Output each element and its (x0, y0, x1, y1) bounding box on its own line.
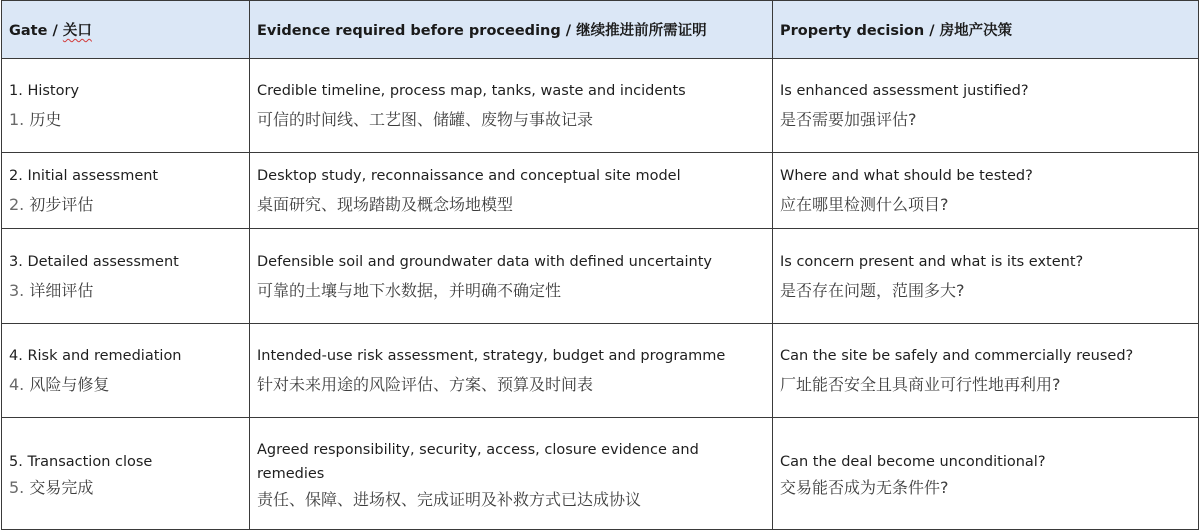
table-row (2, 59, 1199, 153)
gate-step-zh: 初步评估 (29, 195, 94, 214)
evidence-en: Defensible soil and groundwater data with defined uncertainty (257, 253, 712, 270)
evidence-cell (250, 229, 773, 324)
gate-label-en: 5. Transaction close (9, 454, 153, 470)
gate-cell (2, 153, 250, 229)
evidence-en: Credible timeline, process map, tanks, waste and incidents (257, 83, 686, 99)
gate-label-en: 3. Detailed assessment (9, 253, 179, 270)
decision-en: Is enhanced assessment justified? (780, 83, 1029, 99)
evidence-en: Intended-use risk assessment, strategy, budget and programme (257, 348, 726, 364)
gate-cell (2, 59, 250, 153)
gate-label-en: 1. History (9, 83, 80, 99)
evidence-cell (250, 59, 773, 153)
decision-zh: 厂址能否安全且具商业可行性地再利用? (780, 375, 1061, 394)
gate-label-zh (9, 478, 242, 497)
evidence-cell (250, 418, 773, 530)
evidence-cell (250, 324, 773, 418)
gate-step-number: 2. (9, 195, 25, 214)
gate-label-en: 2. Initial assessment (9, 168, 159, 184)
decision-cell (773, 59, 1199, 153)
evidence-zh: 可靠的土壤与地下水数据，并明确不确定性 (257, 280, 562, 300)
gate-step-zh: 历史 (29, 110, 62, 129)
evidence-zh: 桌面研究、现场踏勘及概念场地模型 (257, 195, 514, 214)
gate-label-zh (9, 110, 242, 129)
evidence-en: Agreed responsibility, security, access, closure evidence and remedies (257, 442, 699, 482)
header-gate-en: Gate / (9, 23, 63, 39)
table-row (2, 229, 1199, 324)
header-evidence: Evidence required before proceeding / 继续推进前所需证明 (250, 1, 773, 59)
gate-step-number: 5. (9, 478, 25, 497)
decision-cell (773, 418, 1199, 530)
decision-cell (773, 324, 1199, 418)
decision-zh: 交易能否成为无条件件? (780, 478, 949, 497)
table-row (2, 153, 1199, 229)
evidence-cell (250, 153, 773, 229)
decision-zh: 是否需要加强评估? (780, 110, 917, 129)
gate-cell (2, 229, 250, 324)
gate-step-number: 4. (9, 375, 25, 394)
header-decision: Property decision / 房地产决策 (773, 1, 1199, 59)
evidence-zh: 责任、保障、进场权、完成证明及补救方式已达成协议 (257, 490, 642, 509)
gate-label-en: 4. Risk and remediation (9, 348, 182, 364)
gate-cell (2, 324, 250, 418)
header-gate-zh: 关口 (62, 23, 92, 39)
gate-cell (2, 418, 250, 530)
gate-step-zh: 交易完成 (29, 478, 94, 497)
header-gate (2, 1, 250, 59)
gate-label-zh (9, 281, 242, 300)
header-row (2, 1, 1199, 59)
decision-en: Where and what should be tested? (780, 168, 1033, 184)
gate-step-number: 3. (9, 280, 25, 300)
evidence-en: Desktop study, reconnaissance and conceptual site model (257, 168, 681, 184)
evidence-zh: 可信的时间线、工艺图、储罐、废物与事故记录 (257, 110, 594, 129)
decision-en: Can the deal become unconditional? (780, 454, 1046, 470)
gate-step-number: 1. (9, 110, 25, 129)
decision-en: Can the site be safely and commercially reused? (780, 348, 1134, 364)
decision-zh: 应在哪里检测什么项目? (780, 195, 949, 214)
evidence-zh: 针对未来用途的风险评估、方案、预算及时间表 (257, 375, 594, 394)
decision-en: Is concern present and what is its extent? (780, 253, 1084, 270)
decision-cell (773, 229, 1199, 324)
gate-label-zh (9, 195, 242, 214)
gate-step-zh: 详细评估 (29, 280, 94, 300)
gate-step-zh: 风险与修复 (29, 375, 110, 394)
decision-zh: 是否存在问题，范围多大? (780, 280, 965, 300)
decision-cell (773, 153, 1199, 229)
table-row (2, 324, 1199, 418)
table-row (2, 418, 1199, 530)
gate-evidence-table (1, 0, 1199, 530)
gate-label-zh (9, 375, 242, 394)
